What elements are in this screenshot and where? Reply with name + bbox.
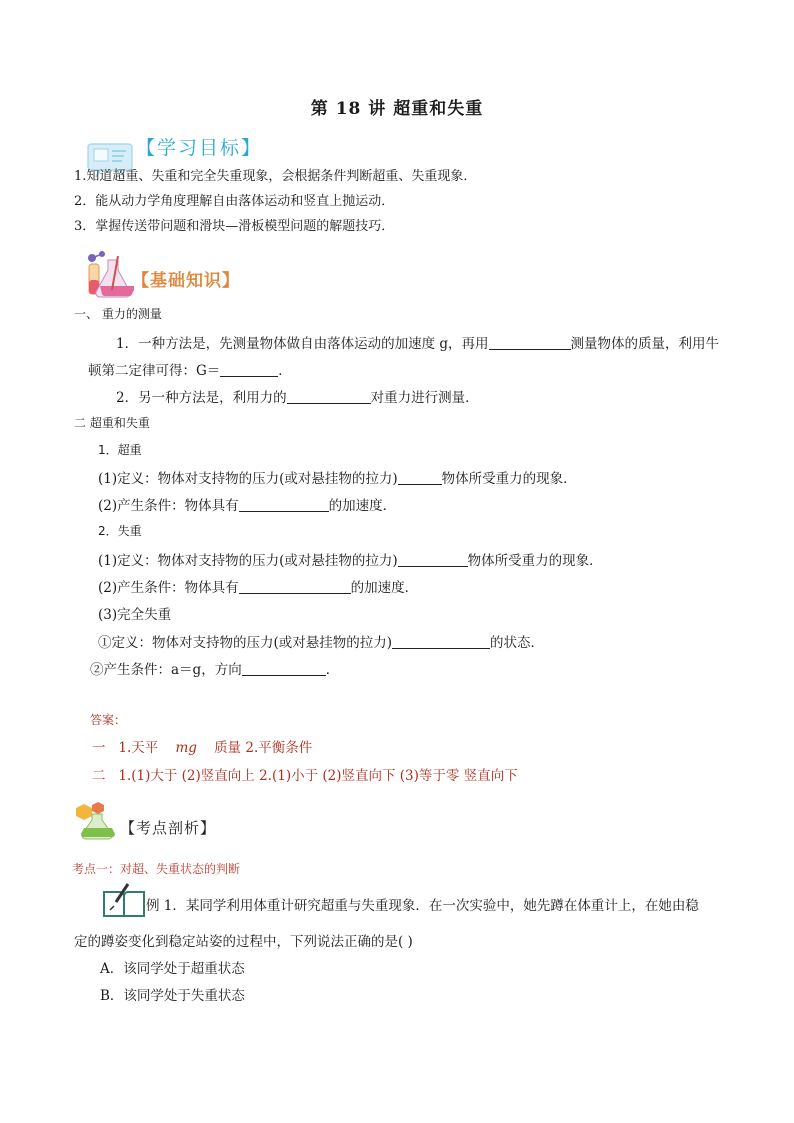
objectives-banner: 【学习目标】	[136, 137, 263, 159]
blank-7[interactable]	[239, 578, 351, 594]
blank-9[interactable]	[242, 660, 326, 676]
example-1-line-1: 例 1．某同学利用体重计研究超重与失重现象．在一次实验中，她先蹲在体重计上，在她由稳	[146, 898, 699, 914]
objective-item-2: 2．能从动力学角度理解自由落体运动和竖直上抛运动．	[74, 194, 395, 209]
weightless-condition: (2)产生条件：物体具有 的加速度．	[98, 580, 419, 596]
basics-banner: 【基础知识】	[132, 271, 240, 291]
open-book-pencil-icon	[100, 882, 146, 918]
blank-8[interactable]	[392, 633, 490, 649]
blank-3[interactable]	[287, 388, 371, 404]
sub-heading-complete-weightless: (3)完全失重	[98, 607, 172, 623]
s1-item2: 2．另一种方法是，利用力的 对重力进行测量．	[116, 390, 479, 406]
objective-item-1: 1.知道超重、失重和完全失重现象，会根据条件判断超重、失重现象．	[74, 169, 477, 184]
blank-4[interactable]	[398, 469, 442, 485]
weightless-definition: (1)定义：物体对支持物的压力(或对悬挂物的拉力) 物体所受重力的现象．	[98, 553, 603, 569]
page-title: 第 18 讲 超重和失重	[310, 99, 484, 119]
blank-6[interactable]	[398, 551, 468, 567]
overweight-condition: (2)产生条件：物体具有 的加速度．	[98, 498, 397, 514]
blank-1[interactable]	[489, 334, 571, 350]
complete-weightless-condition: ②产生条件：a＝g，方向 ．	[90, 662, 340, 678]
option-a[interactable]: A．该同学处于超重状态	[100, 961, 245, 977]
lab-flask-icon	[84, 250, 134, 298]
molecule-flask-icon	[72, 800, 118, 840]
sub-heading-overweight: 1．超重	[98, 443, 142, 457]
answers-line-1: 一 1.天平 mg 质量 2.平衡条件	[92, 740, 313, 756]
example-1-line-2: 定的蹲姿变化到稳定站姿的过程中，下列说法正确的是( )	[74, 934, 413, 950]
option-b[interactable]: B．该同学处于失重状态	[100, 988, 245, 1004]
complete-weightless-definition: ①定义：物体对支持物的压力(或对悬挂物的拉力) 的状态．	[98, 635, 545, 651]
key-point-1: 考点一：对超、失重状态的判断	[72, 862, 241, 876]
s1-item1-line2: 顿第二定律可得：G＝ ．	[88, 363, 292, 379]
blank-2[interactable]	[220, 361, 278, 377]
answers-line-2: 二 1.(1)大于 (2)竖直向上 2.(1)小于 (2)竖直向下 (3)等于零 竖直向下	[92, 768, 518, 784]
overweight-definition: (1)定义：物体对支持物的压力(或对悬挂物的拉力) 物体所受重力的现象．	[98, 471, 577, 487]
sub-heading-weightless: 2．失重	[98, 524, 142, 538]
analysis-banner: 【考点剖析】	[120, 819, 217, 837]
section-heading-2: 二 超重和失重	[74, 416, 150, 430]
answers-label: 答案：	[90, 713, 127, 727]
blank-5[interactable]	[239, 496, 329, 512]
s1-item1-line1: 1．一种方法是，先测量物体做自由落体运动的加速度 g，再用 测量物体的质量，利用牛	[116, 336, 720, 352]
objective-item-3: 3．掌握传送带问题和滑块—滑板模型问题的解题技巧．	[74, 219, 395, 234]
section-heading-1: 一、 重力的测量	[74, 307, 162, 321]
